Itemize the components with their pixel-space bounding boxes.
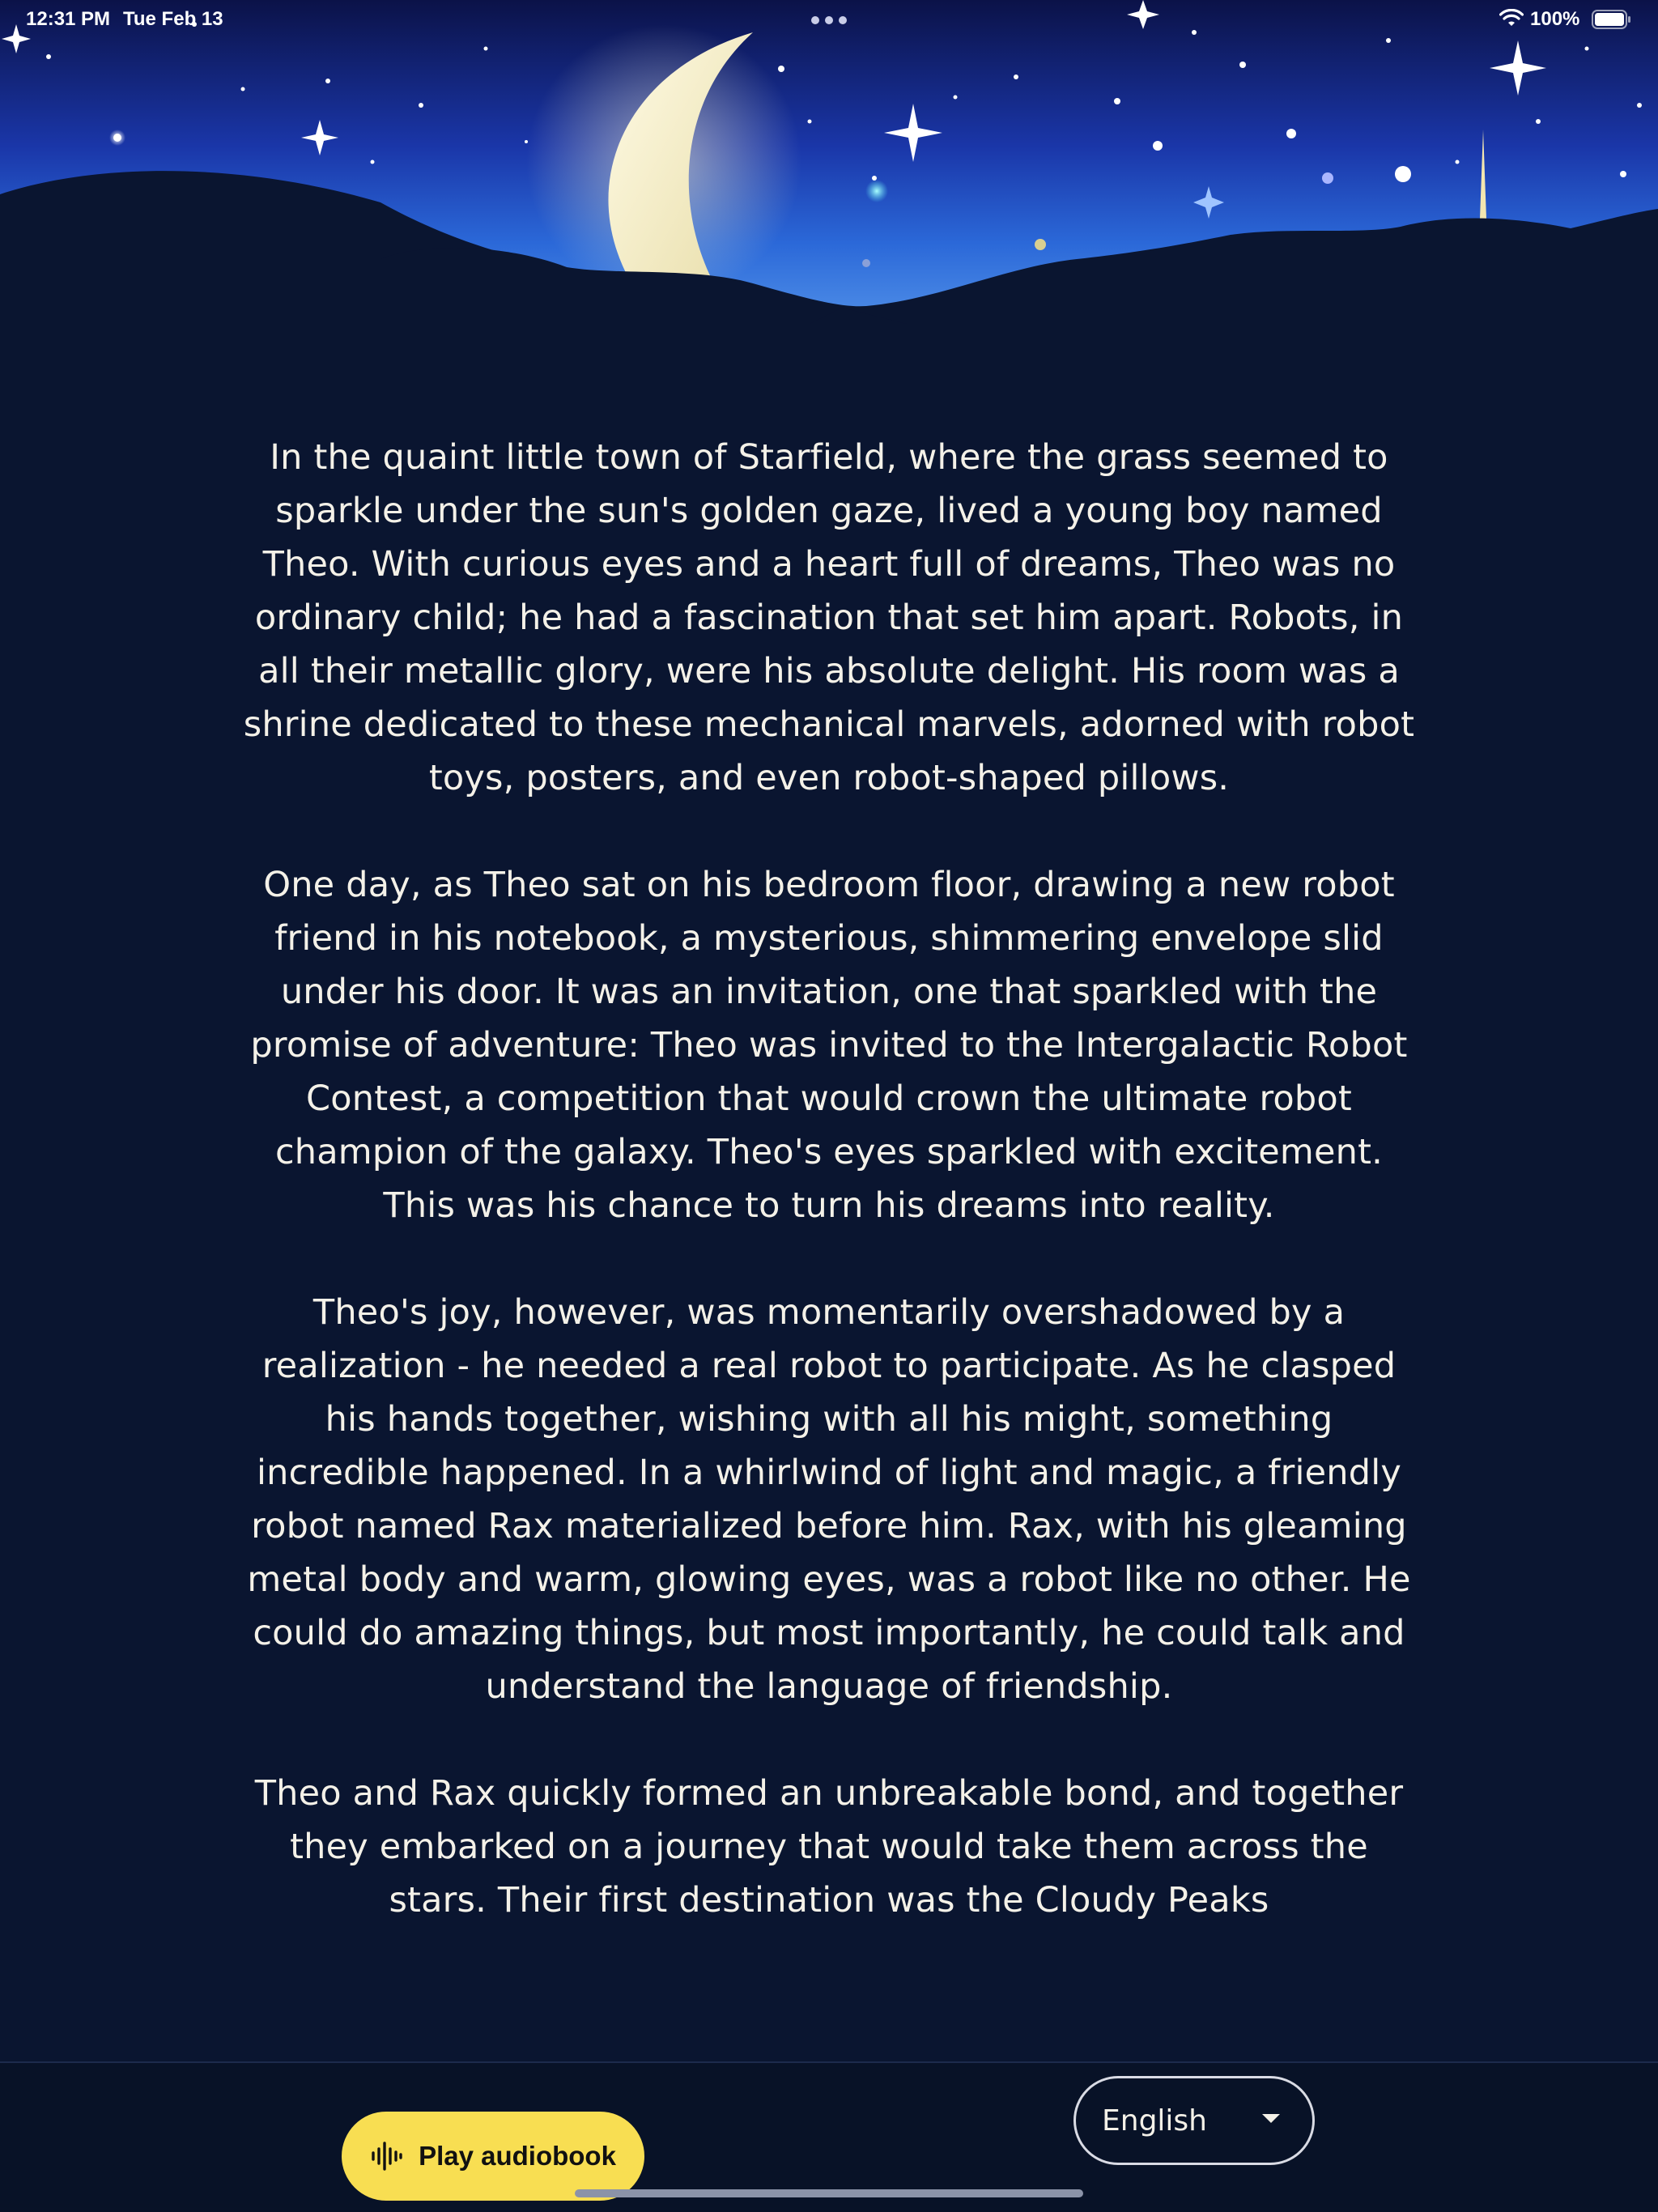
status-date: Tue Feb 13 xyxy=(123,8,223,30)
hero-night-sky-image xyxy=(0,0,1658,324)
wifi-icon xyxy=(1499,9,1524,28)
status-bar xyxy=(0,0,1658,39)
status-time: 12:31 PM xyxy=(26,8,111,30)
chevron-down-icon xyxy=(1262,2114,1280,2123)
language-select-value: English xyxy=(1102,2104,1207,2138)
story-paragraph: Theo's joy, however, was momentarily overshadowed by a realization - he needed a real robot to participate. As he clasped his hands together, wishing with all his might, something incredible happened. In a whirlwind of light and magic, a friendly robot named Rax materialized before him. Rax, with his gleaming metal body and warm, glowing eyes, was a robot like no other. He could do amazing things, but most importantly, he could talk and understand the language of friendship. xyxy=(247,1292,1411,1707)
multitasking-dots-icon[interactable] xyxy=(811,16,847,24)
battery-percentage: 100% xyxy=(1530,8,1580,30)
play-audiobook-label: Play audiobook xyxy=(419,2141,616,2171)
audio-waveform-icon xyxy=(370,2140,402,2172)
story-paragraph: Theo and Rax quickly formed an unbreakable bond, and together they embarked on a journey that would take them across the stars. Their first destination was the Cloudy Peaks xyxy=(254,1773,1404,1921)
story-paragraph: In the quaint little town of Starfield, where the grass seemed to sparkle under the sun's golden gaze, lived a young boy named Theo. With curious eyes and a heart full of dreams, Theo was no ordinary child; he had a fascination that set him apart. Robots, in all their metallic glory, were his absolute delight. His room was a shrine dedicated to these mechanical marvels, adorned with robot toys, posters, and even robot-shaped pillows. xyxy=(243,437,1415,798)
night-sky-illustration xyxy=(0,0,1658,324)
play-audiobook-button[interactable] xyxy=(342,2112,644,2201)
story-paragraph: One day, as Theo sat on his bedroom floor, drawing a new robot friend in his notebook, a mysterious, shimmering envelope slid under his door. It was an invitation, one that sparkled with the promise of adventure: Theo was invited to the Intergalactic Robot Contest, a competition that would crown the ultimate robot champion of the galaxy. Theo's eyes sparkled with excitement. This was his chance to turn his dreams into reality. xyxy=(250,865,1408,1226)
language-select[interactable] xyxy=(1073,2076,1315,2165)
story-text xyxy=(243,431,1415,2058)
home-indicator[interactable] xyxy=(575,2189,1083,2197)
battery-icon xyxy=(1592,10,1632,29)
